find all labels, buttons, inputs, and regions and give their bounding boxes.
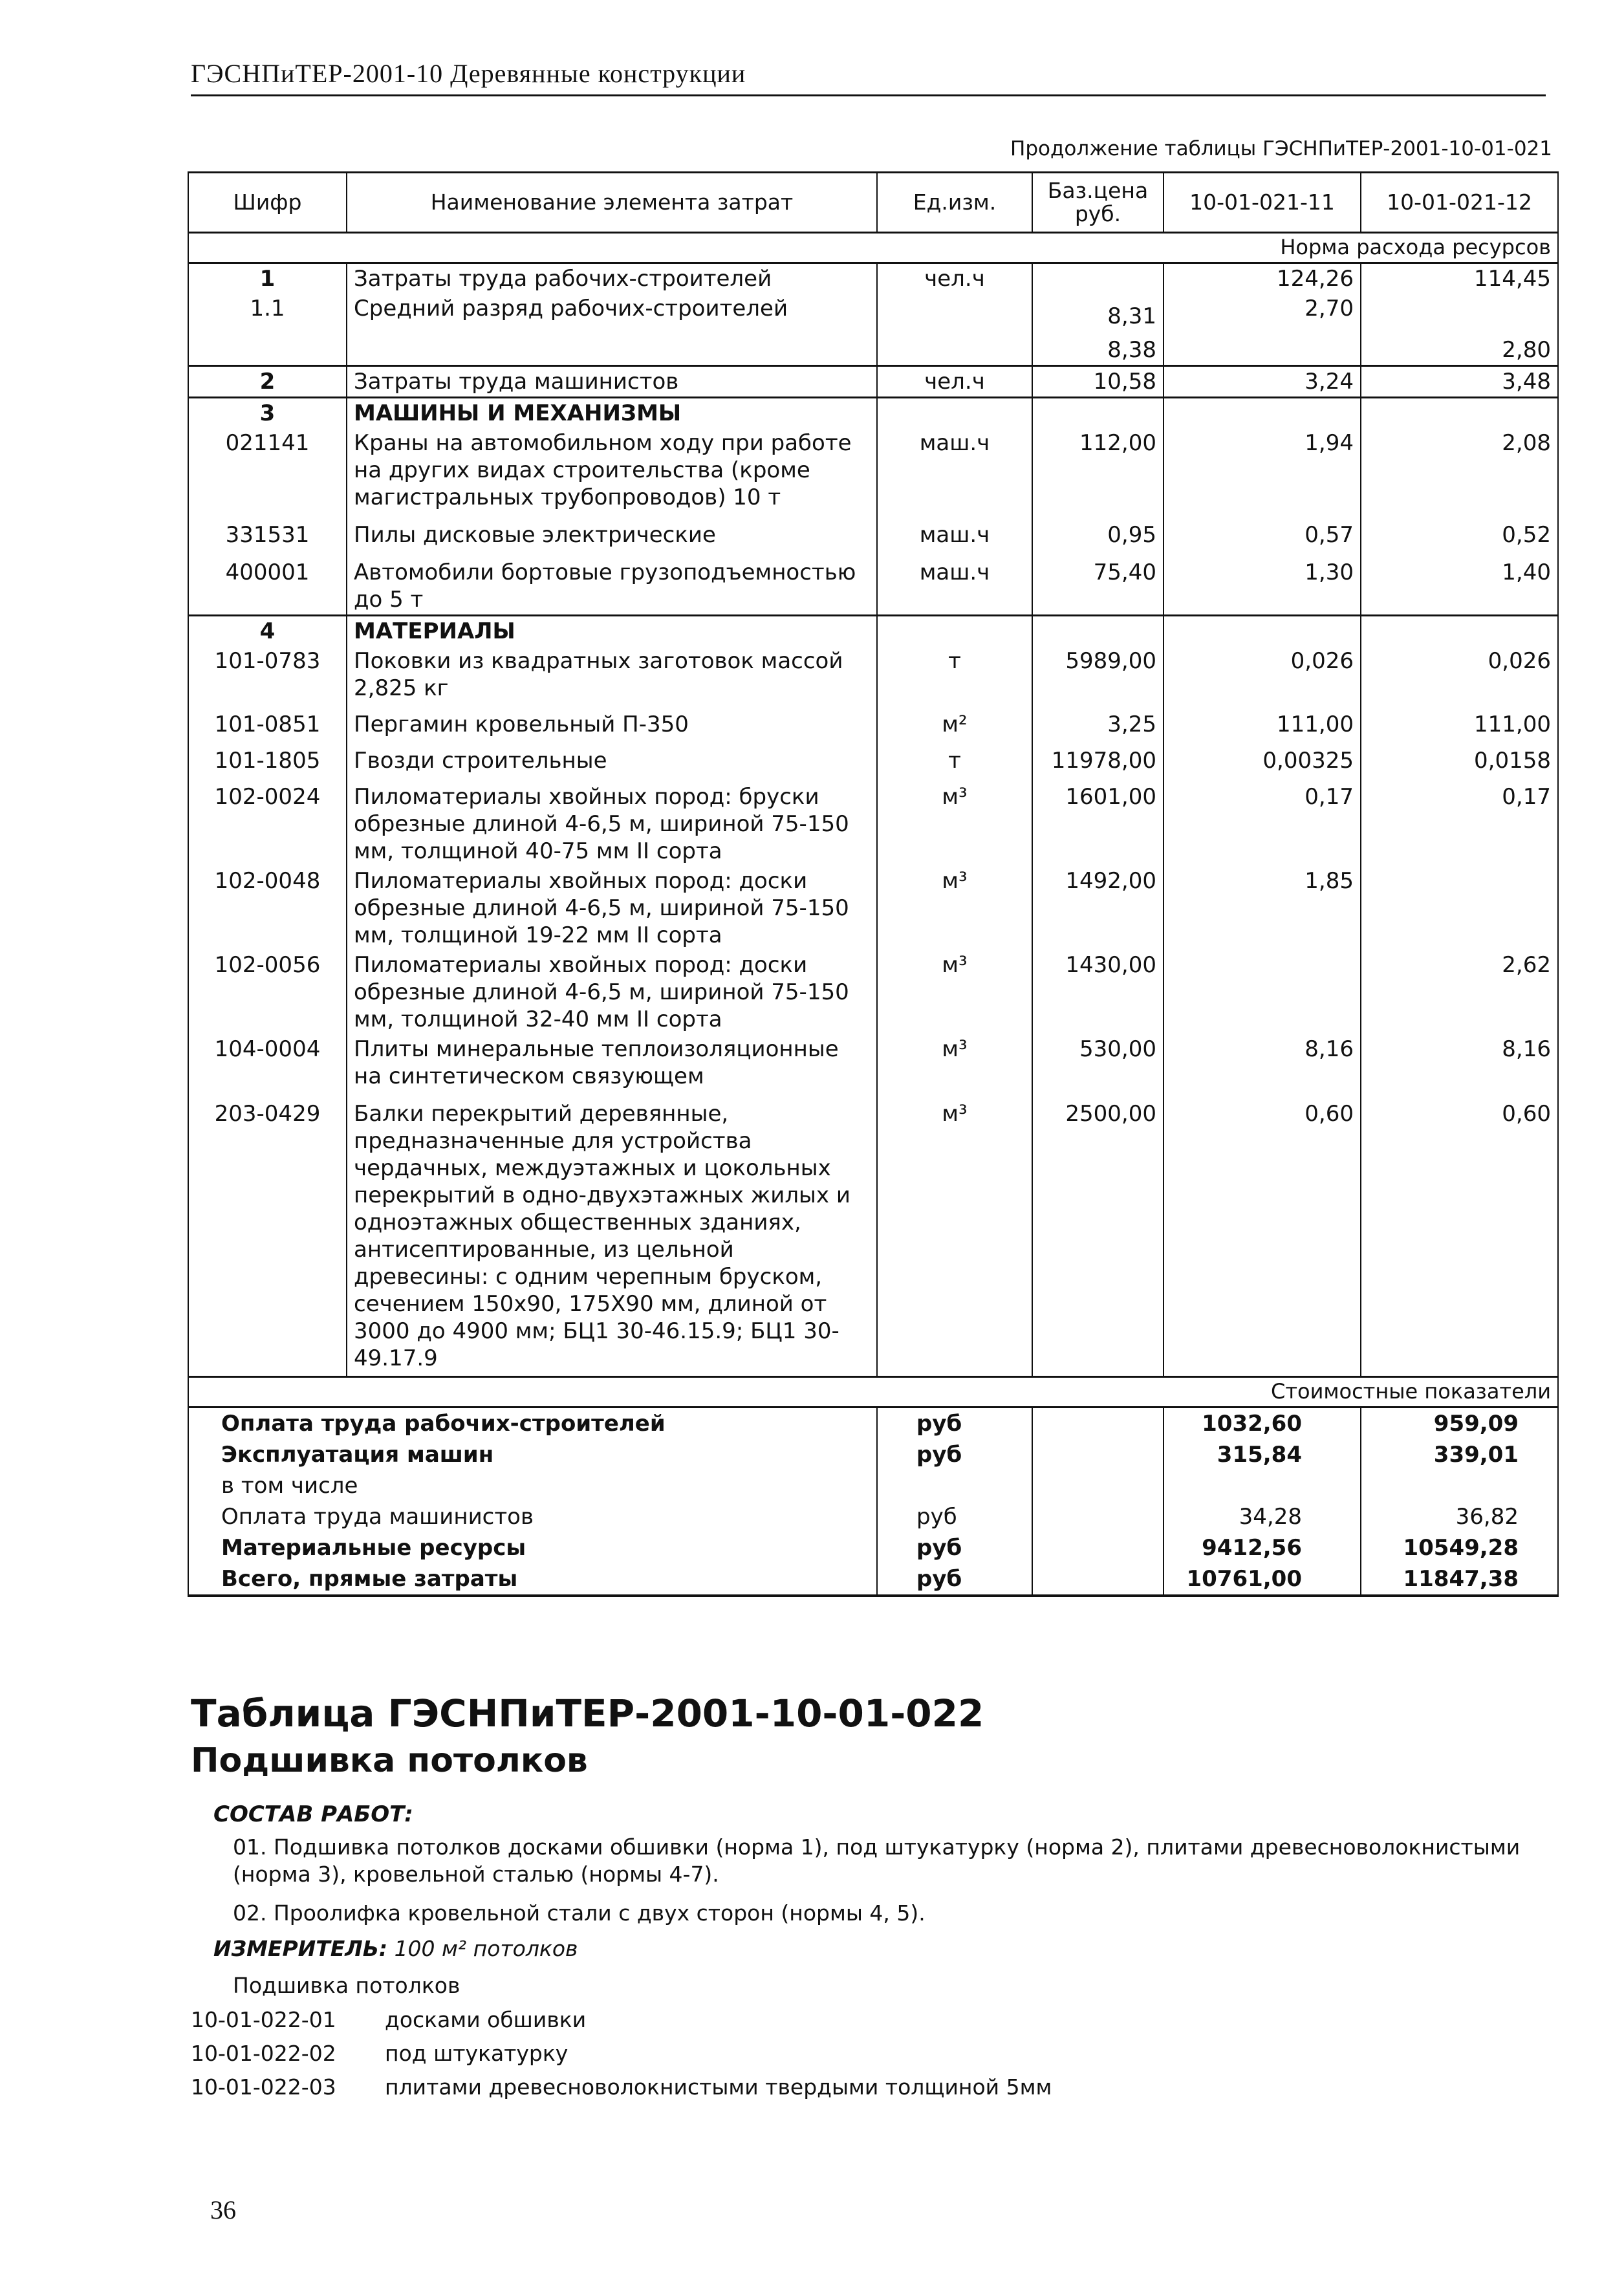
table-row	[188, 616, 1558, 647]
row-name: МАТЕРИАЛЫ	[347, 616, 877, 647]
row-value-1: 8,16	[1164, 1034, 1361, 1091]
row-name: Средний разряд рабочих-строителей	[347, 294, 877, 331]
row-name: Пиломатериалы хвойных пород: бруски обрезные длиной 4-6,5 м, шириной 75-150 мм, толщиной 40-75 мм II сорта	[347, 776, 877, 866]
summary-label: Оплата труда рабочих-строителей	[188, 1407, 877, 1440]
row-value-1: 3,24	[1164, 366, 1361, 398]
row-unit: маш.ч	[877, 428, 1032, 512]
table-title: Таблица ГЭСНПиТЕР-2001-10-01-022	[191, 1691, 984, 1735]
summary-value-2: 339,01	[1361, 1439, 1558, 1470]
summary-row	[188, 1563, 1558, 1596]
row-value-2: 2,62	[1361, 950, 1558, 1034]
row-value-1: 1,85	[1164, 866, 1361, 950]
table-subtitle: Подшивка потолков	[191, 1741, 588, 1780]
header-col2: 10-01-021-12	[1361, 173, 1558, 233]
row-code: 021141	[188, 428, 347, 512]
table-row	[188, 1034, 1558, 1091]
row-value-1	[1164, 950, 1361, 1034]
row-name: Пилы дисковые электрические	[347, 512, 877, 550]
summary-unit: руб	[877, 1439, 1032, 1470]
row-price: 530,00	[1032, 1034, 1164, 1091]
row-name: Автомобили бортовые грузоподъемностью до 5 т	[347, 550, 877, 616]
row-code: 102-0024	[188, 776, 347, 866]
row-price: 5989,00	[1032, 646, 1164, 703]
row-name: Гвозди строительные	[347, 739, 877, 776]
row-value-1: 0,57	[1164, 512, 1361, 550]
row-unit: чел.ч	[877, 366, 1032, 398]
composition-label: СОСТАВ РАБОТ:	[213, 1801, 413, 1827]
row-code: 1	[188, 263, 347, 294]
row-name: Поковки из квадратных заготовок массой 2,825 кг	[347, 646, 877, 703]
summary-label: Оплата труда машинистов	[188, 1501, 877, 1532]
resource-norm-table	[188, 171, 1559, 1597]
summary-row	[188, 1501, 1558, 1532]
summary-label: Эксплуатация машин	[188, 1439, 877, 1470]
row-value-1: 0,026	[1164, 646, 1361, 703]
row-value-1	[1164, 398, 1361, 429]
meter-label: ИЗМЕРИТЕЛЬ:	[213, 1936, 388, 1961]
summary-unit: руб	[877, 1532, 1032, 1563]
row-code: 101-0851	[188, 703, 347, 739]
table-row	[188, 703, 1558, 739]
variant-code: 10-01-022-02	[191, 2041, 336, 2066]
header-unit: Ед.изм.	[877, 173, 1032, 233]
table-row	[188, 950, 1558, 1034]
summary-value-1: 10761,00	[1164, 1563, 1361, 1596]
summary-value-1: 315,84	[1164, 1439, 1361, 1470]
row-value-2: 2,80	[1361, 331, 1558, 366]
summary-empty	[1032, 1532, 1164, 1563]
summary-row	[188, 1439, 1558, 1470]
summary-unit: руб	[877, 1501, 1032, 1532]
row-code: 102-0048	[188, 866, 347, 950]
row-value-1: 1,94	[1164, 428, 1361, 512]
summary-unit	[877, 1470, 1032, 1501]
row-name: Краны на автомобильном ходу при работе на других видах строительства (кроме магистральных трубопроводов) 10 т	[347, 428, 877, 512]
row-unit: маш.ч	[877, 512, 1032, 550]
table-row	[188, 398, 1558, 429]
summary-row	[188, 1532, 1558, 1563]
running-head: ГЭСНПиТЕР-2001-10 Деревянные конструкции	[191, 59, 746, 88]
row-code: 101-0783	[188, 646, 347, 703]
row-code: 3	[188, 398, 347, 429]
row-code: 4	[188, 616, 347, 647]
summary-value-1: 1032,60	[1164, 1407, 1361, 1440]
band-costs: Стоимостные показатели	[188, 1377, 1558, 1407]
summary-value-2: 11847,38	[1361, 1563, 1558, 1596]
table-row	[188, 331, 1558, 366]
row-price: 11978,00	[1032, 739, 1164, 776]
row-value-1: 2,70	[1164, 294, 1361, 331]
row-value-2	[1361, 616, 1558, 647]
summary-unit: руб	[877, 1563, 1032, 1596]
band-row-costs	[188, 1377, 1558, 1407]
table-continuation-caption: Продолжение таблицы ГЭСНПиТЕР-2001-10-01-021	[1010, 137, 1552, 160]
row-value-1: 124,26	[1164, 263, 1361, 294]
row-value-2: 114,45	[1361, 263, 1558, 294]
row-price: 3,25	[1032, 703, 1164, 739]
row-price: 1492,00	[1032, 866, 1164, 950]
summary-label: в том числе	[188, 1470, 877, 1501]
row-code: 400001	[188, 550, 347, 616]
row-code: 101-1805	[188, 739, 347, 776]
work-item: 01. Подшивка потолков досками обшивки (норма 1), под штукатурку (норма 2), плитами древесноволокнистыми (норма 3), кровельной сталью (нормы 4-7).	[233, 1834, 1521, 1887]
header-code: Шифр	[188, 173, 347, 233]
header-name: Наименование элемента затрат	[347, 173, 877, 233]
row-price: 0,95	[1032, 512, 1164, 550]
header-col1: 10-01-021-11	[1164, 173, 1361, 233]
row-name: Затраты труда машинистов	[347, 366, 877, 398]
variant-item	[191, 2074, 1052, 2100]
row-price	[1032, 616, 1164, 647]
band-resources: Норма расхода ресурсов	[188, 233, 1558, 263]
row-code	[188, 331, 347, 366]
row-value-1: 0,17	[1164, 776, 1361, 866]
summary-empty	[1032, 1439, 1164, 1470]
variant-text: под штукатурку	[385, 2041, 568, 2066]
row-price: 75,40	[1032, 550, 1164, 616]
row-name: Балки перекрытий деревянные, предназначенные для устройства чердачных, междуэтажных и цокольных перекрытий в одно-двухэтажных жилых и одноэтажных общественных зданиях, антисептированные, из цельной древесины: с одним черепным бруском, сечением 150х90, 175Х90 мм, длиной от 3000 до 4900 мм; БЦ1 30-46.15.9; БЦ1 30-49.17.9	[347, 1091, 877, 1377]
header-price	[1032, 173, 1164, 233]
row-value-1	[1164, 331, 1361, 366]
row-value-2: 0,0158	[1361, 739, 1558, 776]
row-unit: м³	[877, 866, 1032, 950]
row-name	[347, 331, 877, 366]
table-row	[188, 550, 1558, 616]
row-name: Затраты труда рабочих-строителей	[347, 263, 877, 294]
summary-value-2: 36,82	[1361, 1501, 1558, 1532]
summary-label: Материальные ресурсы	[188, 1532, 877, 1563]
variant-code: 10-01-022-03	[191, 2074, 336, 2100]
row-code: 203-0429	[188, 1091, 347, 1377]
band-row-resources	[188, 233, 1558, 263]
row-value-2: 8,16	[1361, 1034, 1558, 1091]
row-name: Пергамин кровельный П-350	[347, 703, 877, 739]
row-unit: м³	[877, 776, 1032, 866]
table-header-row	[188, 173, 1558, 233]
variant-text: досками обшивки	[385, 2007, 587, 2032]
summary-label: Всего, прямые затраты	[188, 1563, 877, 1596]
table-row	[188, 366, 1558, 398]
row-value-2	[1361, 398, 1558, 429]
summary-unit: руб	[877, 1407, 1032, 1440]
row-value-2: 0,52	[1361, 512, 1558, 550]
table-row	[188, 646, 1558, 703]
row-price	[1032, 263, 1164, 294]
row-value-2: 1,40	[1361, 550, 1558, 616]
row-code: 2	[188, 366, 347, 398]
row-code: 331531	[188, 512, 347, 550]
row-name: Пиломатериалы хвойных пород: доски обрезные длиной 4-6,5 м, шириной 75-150 мм, толщиной 19-22 мм II сорта	[347, 866, 877, 950]
row-value-1	[1164, 616, 1361, 647]
row-price: 10,58	[1032, 366, 1164, 398]
row-unit	[877, 294, 1032, 331]
row-code: 104-0004	[188, 1034, 347, 1091]
summary-empty	[1032, 1563, 1164, 1596]
work-item: 02. Проолифка кровельной стали с двух сторон (нормы 4, 5).	[233, 1900, 926, 1926]
row-unit: м²	[877, 703, 1032, 739]
table-row	[188, 739, 1558, 776]
row-unit	[877, 398, 1032, 429]
row-price: 1601,00	[1032, 776, 1164, 866]
meter-value: 100 м² потолков	[394, 1936, 578, 1961]
summary-value-2: 959,09	[1361, 1407, 1558, 1440]
row-value-1: 1,30	[1164, 550, 1361, 616]
row-unit: маш.ч	[877, 550, 1032, 616]
table-row	[188, 866, 1558, 950]
row-price	[1032, 398, 1164, 429]
variant-item	[191, 2041, 568, 2066]
row-price: 8,38	[1032, 331, 1164, 366]
row-unit	[877, 616, 1032, 647]
summary-value-1	[1164, 1470, 1361, 1501]
summary-row	[188, 1470, 1558, 1501]
row-name: Плиты минеральные теплоизоляционные на синтетическом связующем	[347, 1034, 877, 1091]
row-unit: м³	[877, 950, 1032, 1034]
row-value-1: 0,60	[1164, 1091, 1361, 1377]
meter-line	[213, 1936, 578, 1961]
row-value-2: 0,026	[1361, 646, 1558, 703]
summary-empty	[1032, 1501, 1164, 1532]
table-row	[188, 1091, 1558, 1377]
row-price: 1430,00	[1032, 950, 1164, 1034]
table-row	[188, 428, 1558, 512]
row-unit: м³	[877, 1034, 1032, 1091]
row-code: 1.1	[188, 294, 347, 331]
table-row	[188, 776, 1558, 866]
row-unit: м³	[877, 1091, 1032, 1377]
row-value-2	[1361, 294, 1558, 331]
row-price: 112,00	[1032, 428, 1164, 512]
summary-value-1: 34,28	[1164, 1501, 1361, 1532]
header-rule	[191, 94, 1546, 96]
variant-text: плитами древесноволокнистыми твердыми толщиной 5мм	[385, 2074, 1052, 2100]
row-value-1: 111,00	[1164, 703, 1361, 739]
summary-value-2	[1361, 1470, 1558, 1501]
header-price-line2: руб.	[1074, 201, 1121, 226]
header-price-line1: Баз.цена	[1047, 178, 1149, 203]
summary-empty	[1032, 1407, 1164, 1440]
table-row	[188, 294, 1558, 331]
row-price: 2500,00	[1032, 1091, 1164, 1377]
row-unit: чел.ч	[877, 263, 1032, 294]
row-value-2: 0,60	[1361, 1091, 1558, 1377]
row-name: МАШИНЫ И МЕХАНИЗМЫ	[347, 398, 877, 429]
row-value-2	[1361, 866, 1558, 950]
summary-value-2: 10549,28	[1361, 1532, 1558, 1563]
variant-item	[191, 2007, 586, 2032]
row-unit: т	[877, 739, 1032, 776]
row-value-1: 0,00325	[1164, 739, 1361, 776]
row-value-2: 111,00	[1361, 703, 1558, 739]
row-price: 8,31	[1032, 294, 1164, 331]
row-value-2: 3,48	[1361, 366, 1558, 398]
page-number: 36	[210, 2195, 236, 2224]
table-row	[188, 512, 1558, 550]
row-unit: т	[877, 646, 1032, 703]
summary-empty	[1032, 1470, 1164, 1501]
group-title: Подшивка потолков	[233, 1973, 460, 1998]
row-value-2: 0,17	[1361, 776, 1558, 866]
row-value-2: 2,08	[1361, 428, 1558, 512]
summary-value-1: 9412,56	[1164, 1532, 1361, 1563]
row-code: 102-0056	[188, 950, 347, 1034]
row-unit	[877, 331, 1032, 366]
table-row	[188, 263, 1558, 294]
variant-code: 10-01-022-01	[191, 2007, 336, 2032]
summary-row	[188, 1407, 1558, 1440]
row-name: Пиломатериалы хвойных пород: доски обрезные длиной 4-6,5 м, шириной 75-150 мм, толщиной 32-40 мм II сорта	[347, 950, 877, 1034]
